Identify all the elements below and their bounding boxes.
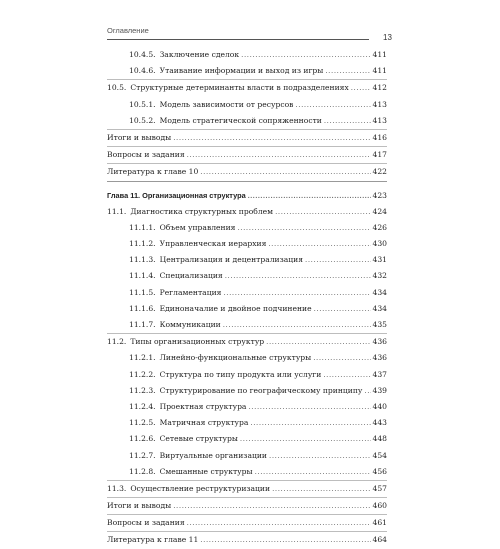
dot-leader (187, 147, 371, 163)
toc-entry[interactable] (107, 448, 387, 464)
toc-entry[interactable] (107, 220, 387, 236)
toc-entry[interactable] (107, 80, 387, 96)
toc-entry-title: Матричная структура (159, 418, 249, 428)
toc-section-10-end (107, 47, 387, 129)
toc-entry-number: 11.1.3. (129, 255, 156, 265)
toc-entry-number: 11.1.7. (129, 320, 156, 329)
dot-leader (314, 301, 371, 317)
toc-entry-title: Смешанные структуры (159, 466, 253, 476)
toc-entry-page: 424 (372, 206, 387, 216)
toc-entry-page: 426 (372, 222, 387, 232)
toc-summary-entry[interactable] (107, 515, 387, 531)
dot-leader (323, 367, 370, 383)
dot-leader (248, 399, 370, 415)
toc-entry-title: Структурирование по географическому принципу (159, 385, 363, 395)
toc-summary-chapter-11 (107, 497, 387, 549)
dot-leader (173, 130, 370, 146)
dot-leader (313, 350, 370, 366)
toc-entry-page: 448 (372, 434, 387, 444)
dot-leader (223, 285, 370, 301)
toc-entry-number: 11.1.6. (129, 303, 156, 313)
dot-leader (272, 481, 370, 497)
toc-entry-page: 436 (372, 337, 387, 347)
dot-leader (255, 464, 371, 480)
dot-leader (200, 532, 370, 548)
toc-entry-title: Итоги и выводы (107, 132, 172, 142)
toc-entry[interactable] (107, 47, 387, 63)
toc-entry[interactable] (107, 350, 387, 366)
toc-entry-number: 10.5.2. (129, 115, 156, 125)
toc-entry-page: 456 (372, 466, 387, 476)
dot-leader (351, 80, 371, 96)
toc-entry-page: 411 (372, 50, 387, 59)
toc-entry-number: 11.2.1. (129, 353, 156, 363)
toc-entry-title: Виртуальные организации (159, 450, 267, 460)
toc-entry-page: 464 (372, 535, 387, 545)
dot-leader (266, 334, 370, 350)
dot-leader (225, 268, 371, 284)
toc-entry-title: Осуществление реструктуризации (130, 483, 271, 493)
page-number: 13 (383, 33, 392, 42)
dot-leader (248, 189, 371, 205)
toc-entry-number: 10.4.6. (129, 66, 156, 76)
toc-entry-title: Утаивание информации и выход из игры (159, 66, 324, 76)
toc-entry[interactable] (107, 113, 387, 129)
toc-entry[interactable] (107, 204, 387, 220)
toc-entry-number: 11.2.4. (129, 401, 156, 411)
toc-entry-page: 436 (372, 353, 387, 363)
toc-entry-page: 434 (372, 303, 387, 313)
toc-entry-title: Сетевые структуры (159, 434, 238, 444)
toc-entry[interactable] (107, 301, 387, 317)
dot-leader (324, 113, 371, 129)
toc-summary-chapter-10 (107, 129, 387, 181)
toc-entry-page: 437 (372, 369, 387, 379)
toc-summary-entry[interactable] (107, 130, 387, 146)
dot-leader (295, 97, 370, 113)
toc-entry-title: Типы организационных структур (130, 337, 265, 347)
toc-entry-title: Проектная структура (159, 401, 247, 411)
toc-entry-number: 11.2.7. (129, 450, 156, 460)
toc-entry[interactable] (107, 334, 387, 350)
toc-entry-number: 11.1.2. (129, 239, 156, 249)
toc-entry-number: 10.5.1. (129, 99, 156, 109)
dot-leader (200, 164, 370, 180)
toc-entry[interactable] (107, 383, 387, 399)
toc-entry-title: Итоги и выводы (107, 501, 172, 511)
dot-leader (240, 431, 371, 447)
toc-entry[interactable] (107, 268, 387, 284)
toc-entry-title: Управленческая иерархия (159, 239, 267, 249)
toc-entry-title: Вопросы и задания (107, 518, 185, 528)
toc-entry-number: 11.2.5. (129, 418, 156, 428)
toc-chapter-11[interactable] (107, 188, 387, 204)
toc-entry-title: Заключение сделок (159, 50, 240, 59)
toc-entry-title: Литература к главе 11 (107, 535, 199, 545)
dot-leader (325, 63, 370, 79)
dot-leader (241, 47, 370, 63)
toc-entry-title: Единоначалие и двойное подчинение (159, 303, 312, 313)
toc-entry-title: Вопросы и задания (107, 150, 185, 160)
toc-entry-title: Объем управления (159, 222, 236, 232)
toc-entry[interactable] (107, 63, 387, 79)
toc-entry[interactable] (107, 415, 387, 431)
dot-leader (275, 204, 370, 220)
toc-summary-entry[interactable] (107, 164, 387, 180)
toc-entry-page: 439 (372, 385, 387, 395)
toc-entry[interactable] (107, 367, 387, 383)
toc-entry-number: 10.4.5. (129, 50, 156, 59)
toc-entry-page: 431 (372, 255, 387, 265)
toc-entry[interactable] (107, 252, 387, 268)
toc-summary-entry[interactable] (107, 498, 387, 514)
toc-entry-title: Литература к главе 10 (107, 167, 199, 177)
toc-entry-page: 416 (372, 132, 387, 142)
toc-entry-page: 440 (372, 401, 387, 411)
toc-entry-page: 432 (372, 271, 387, 281)
dot-leader (223, 317, 371, 333)
toc-entry-number: 11.2.6. (129, 434, 156, 444)
toc-entry-number: 11.1. (107, 206, 127, 216)
toc-chapter-page: 423 (372, 190, 387, 200)
dot-leader (305, 252, 370, 268)
toc-entry-page: 411 (372, 66, 387, 76)
toc-entry[interactable] (107, 285, 387, 301)
toc-entry-title: Регламентация (159, 287, 222, 297)
toc-entry[interactable] (107, 97, 387, 113)
toc-entry-title: Централизация и децентрализация (159, 255, 304, 265)
toc-entry-number: 11.1.5. (129, 287, 156, 297)
dot-leader (173, 498, 370, 514)
dot-leader (268, 236, 370, 252)
toc-entry-page: 457 (372, 483, 387, 493)
dot-leader (237, 220, 370, 236)
toc-entry-page: 413 (372, 115, 387, 125)
toc-entry-page: 454 (372, 450, 387, 460)
toc-entry-page: 417 (372, 150, 387, 160)
toc-entry-number: 11.2. (107, 337, 127, 347)
toc-entry-number: 11.3. (107, 483, 127, 493)
toc-entry[interactable] (107, 481, 387, 497)
toc-entry-page: 443 (372, 418, 387, 428)
toc-entry-page: 430 (372, 239, 387, 249)
toc-entry-page: 460 (372, 501, 387, 511)
toc-entry-title: Модель зависимости от ресурсов (159, 99, 294, 109)
toc-summary-entry[interactable] (107, 147, 387, 163)
toc-entry[interactable] (107, 464, 387, 480)
toc-entry[interactable] (107, 317, 387, 333)
running-title: Оглавление (107, 26, 369, 40)
dot-leader (269, 448, 371, 464)
toc-entry-title: Коммуникации (159, 320, 221, 329)
toc-entry-number: 11.1.1. (129, 222, 156, 232)
dot-leader (364, 383, 370, 399)
toc-entry-title: Диагностика структурных проблем (130, 206, 274, 216)
toc-entry-number: 11.2.8. (129, 466, 156, 476)
toc-entry-page: 435 (372, 320, 387, 329)
toc-entry-title: Модель стратегической сопряженности (159, 115, 322, 125)
table-of-contents (107, 47, 387, 549)
toc-entry[interactable] (107, 431, 387, 447)
toc-entry[interactable] (107, 399, 387, 415)
toc-entry-title: Структурные детерминанты власти в подразделениях (130, 83, 349, 93)
toc-entry-title: Структура по типу продукта или услуги (159, 369, 322, 379)
toc-entry-number: 10.5. (107, 83, 127, 93)
toc-chapter-title: Глава 11. Организационная структура (107, 190, 246, 200)
toc-entry-page: 422 (372, 167, 387, 177)
toc-entry-number: 11.2.2. (129, 369, 156, 379)
toc-entry-number: 11.2.3. (129, 385, 156, 395)
toc-entry-page: 461 (372, 518, 387, 528)
toc-entry-number: 11.1.4. (129, 271, 156, 281)
toc-summary-entry[interactable] (107, 532, 387, 548)
toc-entry-page: 434 (372, 287, 387, 297)
toc-entry-title: Специализация (159, 271, 223, 281)
toc-section-11 (107, 204, 387, 497)
toc-entry-page: 412 (372, 83, 387, 93)
dot-leader (187, 515, 371, 531)
dot-leader (250, 415, 370, 431)
toc-entry[interactable] (107, 236, 387, 252)
toc-entry-page: 413 (372, 99, 387, 109)
toc-entry-title: Линейно-функциональные структуры (159, 353, 312, 363)
